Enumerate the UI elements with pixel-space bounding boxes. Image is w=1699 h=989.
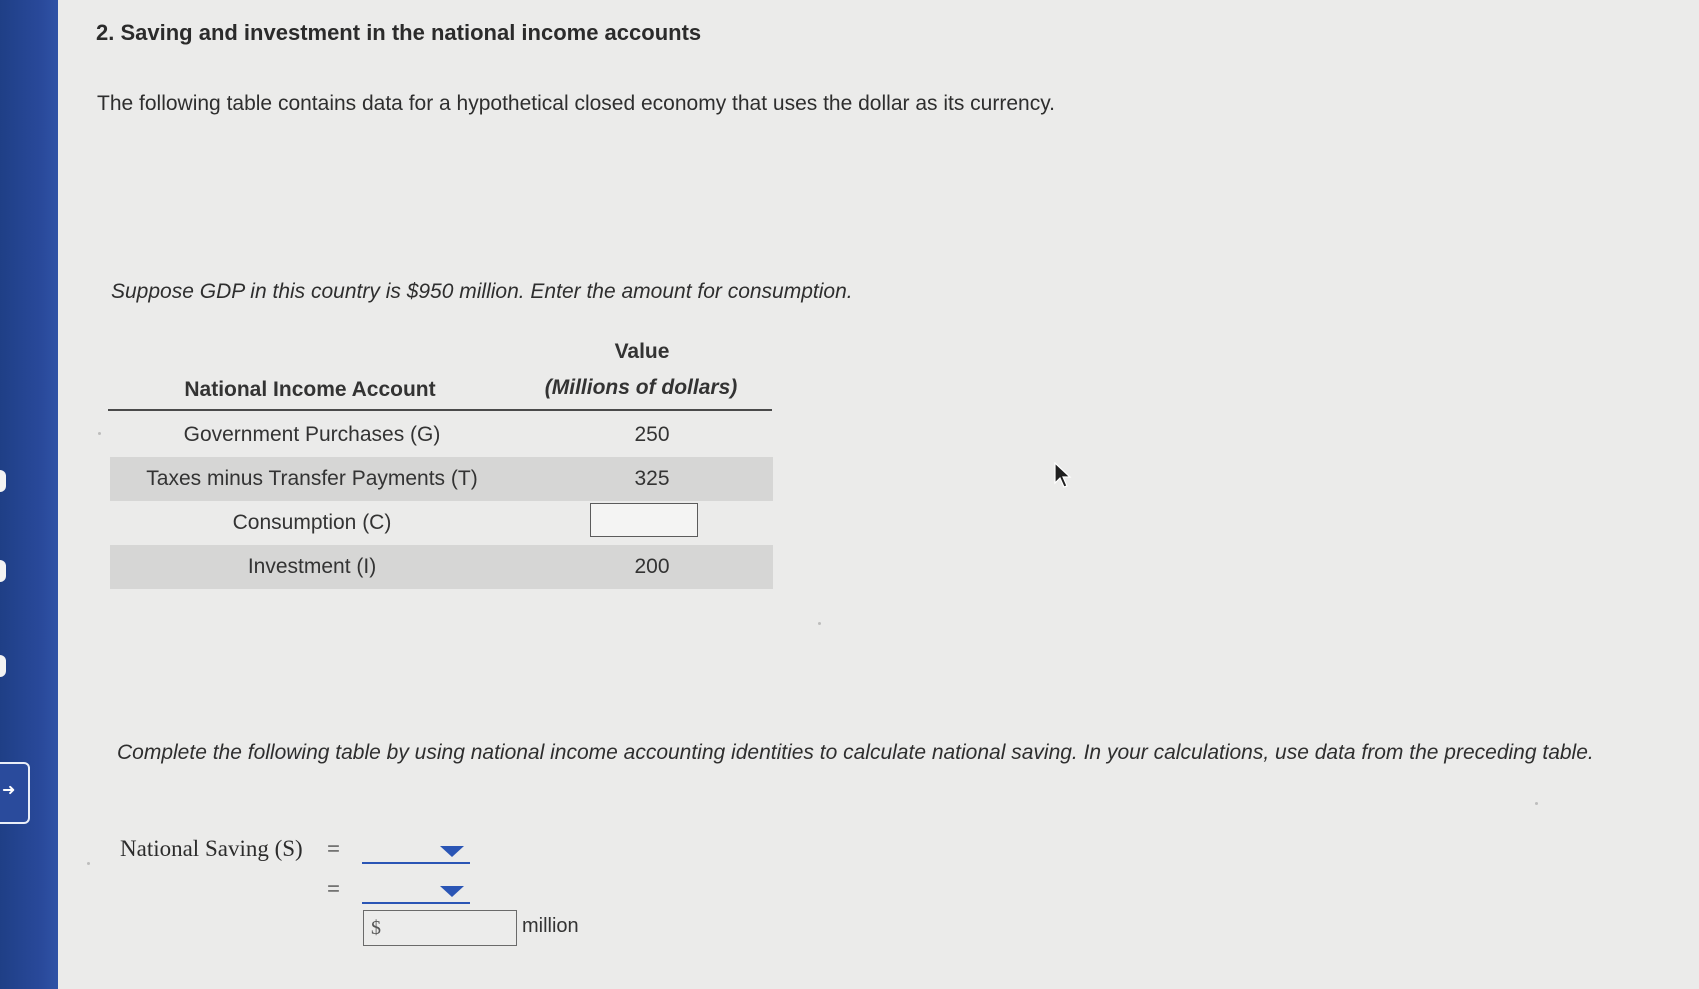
sidebar-notch	[0, 470, 6, 492]
chevron-down-icon	[440, 846, 464, 857]
column-header-value: Value	[614, 340, 670, 363]
column-header-account: National Income Account	[184, 378, 436, 401]
column-header-units: (Millions of dollars)	[544, 376, 738, 399]
consumption-prompt: Suppose GDP in this country is $950 million. Enter the amount for consumption.	[111, 280, 853, 303]
left-sidebar	[0, 0, 58, 989]
saving-formula-dropdown-2[interactable]	[362, 878, 470, 904]
page-speck	[818, 622, 821, 625]
account-value: 200	[634, 555, 670, 578]
sidebar-notch	[0, 560, 6, 582]
account-label: Taxes minus Transfer Payments (T)	[146, 467, 478, 490]
mouse-pointer-icon	[1053, 462, 1073, 490]
chevron-down-icon	[440, 886, 464, 897]
saving-formula-dropdown-1[interactable]	[362, 838, 470, 864]
national-saving-label: National Saving (S)	[120, 836, 303, 861]
equals-sign: =	[327, 876, 340, 901]
sidebar-notch	[0, 655, 6, 677]
question-intro: The following table contains data for a hypothetical closed economy that uses the dollar as its currency.	[97, 92, 1055, 115]
table-row	[110, 545, 773, 589]
table-row	[110, 413, 773, 457]
consumption-input[interactable]	[590, 503, 698, 537]
table-row	[110, 457, 773, 501]
question-heading: 2. Saving and investment in the national income accounts	[96, 20, 702, 45]
page-speck	[1535, 802, 1538, 805]
national-saving-amount-field	[363, 910, 517, 946]
equals-sign: =	[327, 836, 340, 861]
account-label: Consumption (C)	[232, 511, 392, 534]
page-speck	[87, 862, 90, 865]
unit-label: million	[522, 915, 579, 937]
sidebar-expand-tab[interactable]	[0, 762, 30, 824]
page-speck	[98, 432, 101, 435]
currency-symbol: $	[371, 917, 381, 939]
account-label: Investment (I)	[247, 555, 377, 578]
account-label: Government Purchases (G)	[183, 423, 441, 446]
table-header-divider	[108, 409, 772, 411]
account-value: 325	[634, 467, 670, 490]
saving-prompt: Complete the following table by using national income accounting identities to calculate national saving. In your calculations, use data from the preceding table.	[117, 741, 1594, 764]
national-saving-input[interactable]	[390, 913, 516, 943]
arrow-right-icon: ➜	[2, 780, 16, 799]
account-value: 250	[634, 423, 670, 446]
